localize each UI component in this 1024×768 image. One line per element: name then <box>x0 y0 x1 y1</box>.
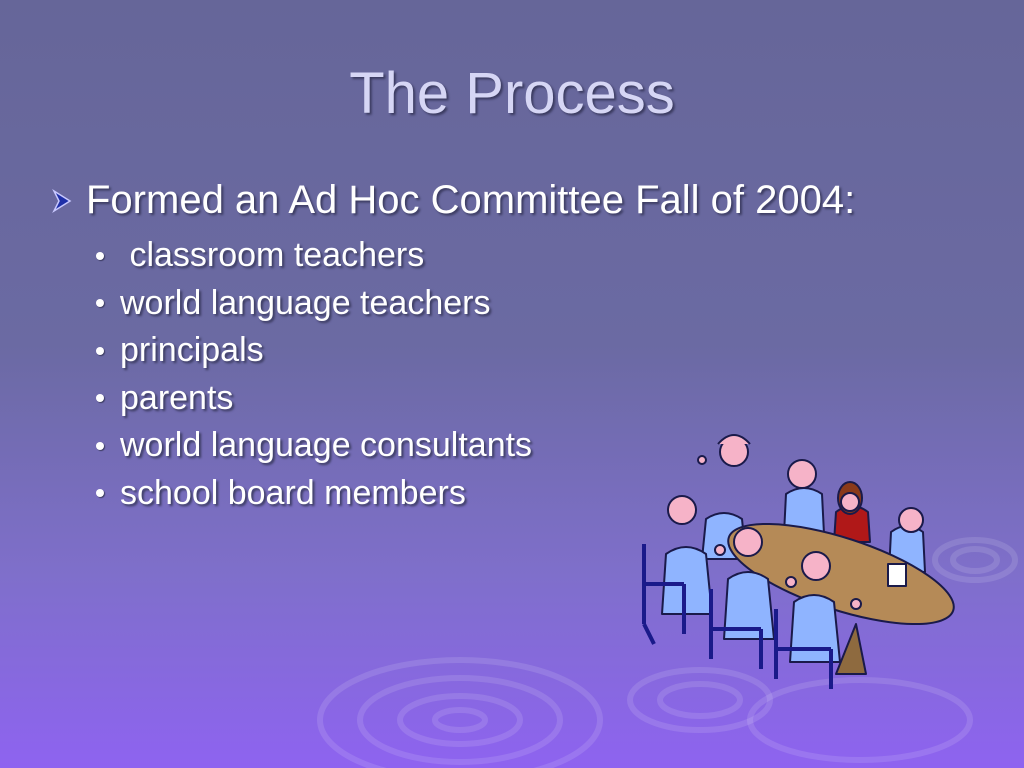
dot-icon <box>96 394 104 402</box>
list-item: principals <box>96 327 532 375</box>
committee-members-list <box>96 232 532 517</box>
meeting-table-clipart <box>636 424 956 696</box>
dot-icon <box>96 252 104 260</box>
list-item: world language consultants <box>96 422 532 470</box>
main-bullet <box>48 178 855 223</box>
main-bullet-text: Formed an Ad Hoc Committee Fall of 2004: <box>86 178 856 222</box>
list-item: school board members <box>96 470 532 518</box>
list-item: parents <box>96 375 532 423</box>
slide-title: The Process <box>349 61 675 126</box>
dot-icon <box>96 299 104 307</box>
dot-icon <box>96 442 104 450</box>
dot-icon <box>96 489 104 497</box>
list-item: world language teachers <box>96 280 532 328</box>
dot-icon <box>96 347 104 355</box>
list-item: classroom teachers <box>96 232 532 280</box>
arrowhead-icon <box>48 186 78 216</box>
